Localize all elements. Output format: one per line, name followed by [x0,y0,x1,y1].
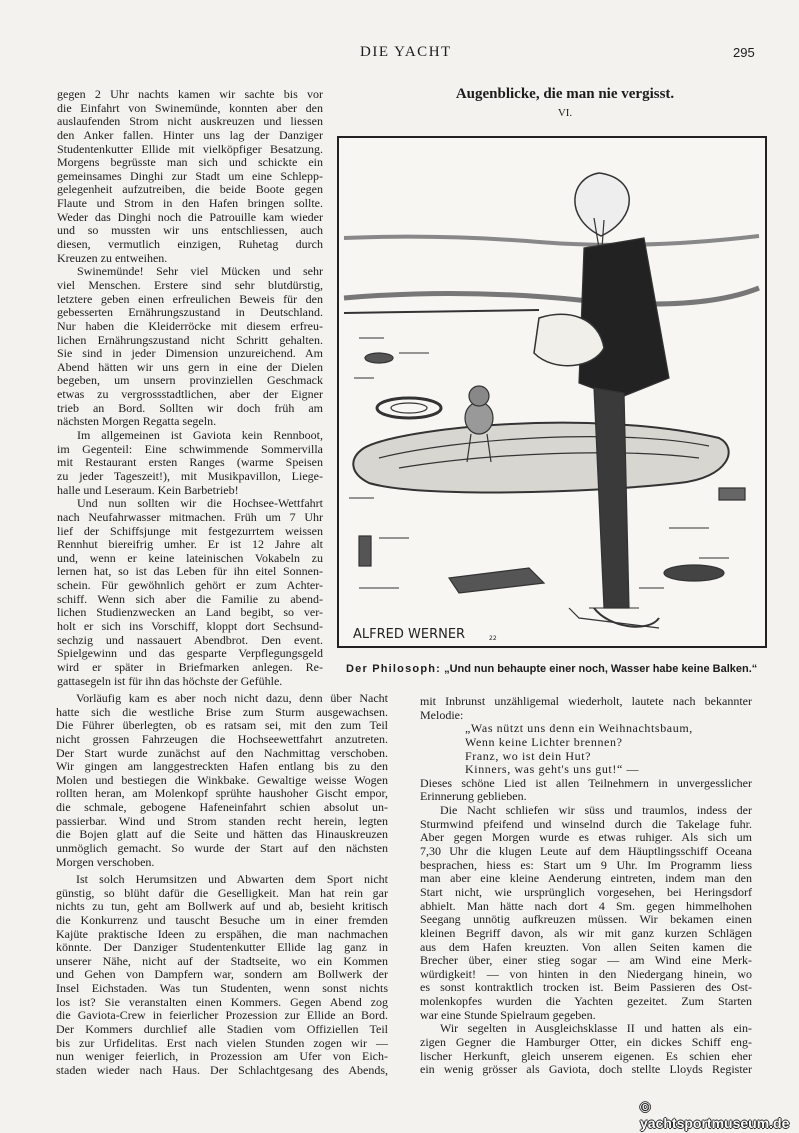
text-line: Sie sind in jeder Dimension unzureichend. Am [57,346,323,361]
text-line: abhielt. Man hätte nach dort 4 Sm. gegen himmelhohen [420,898,752,913]
text-line: nächsten Morgen Regatta segeln. [57,414,217,429]
text-line: im Gegenteil: Eine schwimmende Sommervilla [57,441,323,456]
verse-line: „Was nützt uns denn ein Weihnachtsbaum, [465,721,693,736]
text-line: holt er sich ins Vorschiff, kloppt dort Sechsund- [57,618,323,633]
text-line: nach Neufahrwasser mitmachen. Früh um 7 Uhr [57,509,323,524]
text-line: wird er später in Briefmarken anlegen. Re- [57,659,323,674]
text-line: Swinemünde! Sehr viel Mücken und sehr [77,264,323,279]
text-line: die Einfahrt von Swinemünde, konnten aber den [57,100,323,115]
artist-signature-year: 22 [489,635,497,642]
text-line: Und nun sollten wir die Hochsee-Wettfahrt [77,496,323,511]
text-line: Studentenkutter Ellide mit vielköpfiger Besatzung. [57,141,323,156]
text-line: Spielgewinn und das gesparte Verpflegungsgeld [57,646,323,661]
text-line: mit Inbrunst unzähligemal wiederholt, lautete nach bekannter [420,694,752,708]
text-line: Kreuzen zu entweihen. [57,250,168,265]
text-line: war eine Stunde Spielraum gegeben. [420,1007,596,1022]
text-line: diesen, vermutlich einzigen, Ruhetag durch [57,237,323,252]
text-line: und, wenn er keine lateinischen Vokabeln zu [57,550,323,565]
verse-line: Wenn keine Lichter brennen? [465,734,623,749]
text-line: gemeinsames Dinghi zur Stadt um eine Schlepp- [57,168,323,183]
text-line: Kajüte praktische Ideen zu erspähen, die man nachmachen [56,926,388,941]
article-title: Augenblicke, die man nie vergisst. [455,86,675,102]
text-line: Brecher über, einer stieg sogar — am Wind eine Merk- [420,953,752,968]
text-line: Aber gegen Morgen wurde es etwas ruhiger. Als sich um [420,830,752,845]
verse-line: Kinners, was geht's uns gut!“ — [465,762,640,777]
text-line: unmöglich gemacht. So wurde der Start auf den nächsten [56,841,388,856]
text-line: halle und Leseraum. Kein Barbetrieb! [57,482,239,497]
text-line: die Konkurrenz und tauscht Besuche um in einer fremden [56,912,388,927]
text-line: Wir gingen am langgestreckten Hafen entlang bis zu den [56,759,388,774]
text-line: viel Menschen. Erstere sind sehr blutdürstig, [57,277,323,292]
text-line: schiff. Wenn sich aber die Familie zu abend- [57,591,323,606]
text-line: Seegang unnötig aufkreuzen müssen. Wir bekamen einen [420,912,752,927]
artist-signature: ALFRED WERNER [353,627,466,642]
text-line: auslaufenden Strom nicht auskreuzen und liessen [57,114,323,129]
text-line: besprachen, hiess es: Start um 9 Uhr. Im Programm liess [420,857,752,872]
text-line: Ist solch Herumsitzen und Abwarten dem Sport nicht [76,872,388,886]
text-line: Die Nacht schliefen wir süss und traumlos, indess der [440,803,752,818]
text-line: etwas zu vergrossstadtlichen, aber der Eigner [57,387,323,402]
text-line: Der Start wurde zunächst auf den Nachmittag verschoben. [56,745,388,760]
text-line: Molen und bestiegen die Winkbake. Gewaltige weisse Wogen [56,772,388,787]
text-line: nichts zu tun, geht am Bollwerk auf und ab, besieht kritisch [56,899,388,914]
text-line: schein. Für gewöhnlich gehört er zum Achter- [57,578,323,593]
text-line: hatte sich die westliche Brise zum Sturm ausgewachsen. [56,704,388,719]
text-line: und so mussten wir uns entschliessen, auch [57,223,323,238]
text-line: trieb an Bord. Sollten wir doch früh am [57,400,323,415]
text-line: zigen Gegner die Hamburger Otter, ein dickes Schiff eng- [420,1035,752,1050]
caption-speaker: Der Philosoph: [346,663,442,675]
article-part: VI. [557,107,573,119]
text-line: mit Restaurant ersten Ranges (warme Speisen [57,455,323,470]
text-line: Die Führer überlegten, ob es ratsam sei, mit den zum Teil [56,718,388,733]
cartoon-drawing [339,138,765,646]
text-line: Sturmwind pfeifend und winselnd durch die Takelage fuhr. [420,816,752,831]
text-line: bis zur Urfidelitas. Erst nach vielen Stunden zogen wir — [56,1035,388,1050]
left-column-wide-2 [56,873,388,1078]
running-head: DIE YACHT [360,44,452,60]
left-column-wide-1 [56,692,388,869]
text-line: lichen Ernährungszustand nicht Schritt gehalten. [57,332,323,347]
text-line: lernen hat, so ist das Leben für ihn eitel Sonnen- [57,564,323,579]
page-number: 295 [733,45,755,60]
text-line: Morgens begrüsste man sich und schickte ein [57,155,323,170]
text-line: begeben, um unsern provinziellen Geschmack [57,373,323,388]
text-line: Melodie: [420,707,464,722]
right-column [420,695,752,1077]
text-line: gebesserten Ernährungszustand in Deutschland. [57,305,323,320]
text-line: staden wieder nach Haus. Der Schlachtgesang des Abends, [56,1062,388,1077]
text-line: es sonst kontraktlich trocken ist. Beim Passieren des Ost- [420,980,752,995]
text-line: Start nicht, wie ursprünglich vorgesehen, bei Heringsdorf [420,884,752,899]
text-line: los ist? Sie veranstalten einen Kommers. Gegen Abend zog [56,994,388,1009]
text-line: Nur haben die Kleiderröcke mit diesem erfreu- [57,318,323,333]
text-line: kleinen Begriff davon, als wir mit ganz kurzen Schlägen [420,925,752,940]
text-line: Vorläufig kam es aber noch nicht dazu, denn über Nacht [76,691,388,705]
cartoon-illustration [337,136,767,648]
text-line: den Anker fallen. Hinter uns lag der Danziger [57,127,323,142]
text-line: lischer Herkunft, gleich unserem eigenen. Es schien eher [420,1048,752,1063]
verse-line: Franz, wo ist dein Hut? [465,748,592,763]
illustration-caption [346,663,758,676]
text-line: könnte. Der Danziger Studentenkutter Ellide lag ganz in [56,940,388,955]
text-line: unserer Nähe, nicht auf der Stadtseite, wo ein Kommen [56,953,388,968]
text-line: Abend hätten wir uns gern in eine der Dielen [57,359,323,374]
text-line: Morgen verschoben. [56,854,155,869]
text-line: Erinnerung geblieben. [420,789,527,804]
text-line: die schmale, gebogene Hafeneinfahrt schien absolut un- [56,800,388,815]
text-line: nun weniger feierlich, in Prozession am Ufer von Eich- [56,1049,388,1064]
text-line: lichen Studienzwecken an Land begibt, so ver- [57,605,323,620]
text-line: gattasegeln ist für ihn das höchste der Gefühle. [57,673,283,688]
text-line: aus dem Hafen kreuzten. Von allen Seiten kamen die [420,939,752,954]
text-line: gegen 2 Uhr nachts kamen wir sachte bis vor [57,87,323,101]
text-line: Der Kommers durchlief alle Stadien vom Offiziellen Teil [56,1022,388,1037]
caption-quote: „Und nun behaupte einer noch, Wasser habe keine Balken.“ [444,663,758,675]
text-line: die Bojen glatt auf die Seite und hätten das Hinauskreuzen [56,827,388,842]
text-line: zu jeder Tageszeit!), mit Musikpavillon, Liege- [57,468,323,483]
text-line: letztere geben einen erfreulichen Beweis für den [57,291,323,306]
text-line: würdigkeit! — von hinten in den Niedergang hinein, wo [420,966,752,981]
text-line: sechzig und nassauert Abendbrot. Den event. [57,632,323,647]
text-line: ein wenig grösser als Gaviota, doch stellte Lloyds Register [420,1062,752,1077]
text-line: günstig, so blüht dafür die Geselligkeit. Man hat rein gar [56,885,388,900]
text-line: man aber eine kleine Aenderung eintreten, indem man den [420,871,752,886]
text-line: Dieses schöne Lied ist allen Teilnehmern in unvergesslicher [420,775,752,790]
text-line: Insel Eichstaden. Was tun Studenten, wenn sonst nichts [56,981,388,996]
copyright-watermark: © yachtsportmuseum.de [640,1099,790,1131]
text-line: Rennhut biereifrig umher. Er ist 12 Jahre alt [57,537,323,552]
text-line: Weder das Dinghi noch die Patrouille kam wieder [57,209,323,224]
text-line: Wir segelten in Ausgleichsklasse II und hatten als ein- [440,1021,752,1036]
text-line: gelegenheit aufzutreiben, die beide Boote gegen [57,182,323,197]
text-line: die Gaviota-Crew in feierlicher Prozession zur Ellide an Bord. [56,1008,388,1023]
text-line: und Gehen von Dampfern war, sondern am Bollwerk der [56,967,388,982]
text-line: rollten heran, am Molenkopf sprühte haushoher Gischt empor, [56,786,388,801]
text-line: nicht grossen Fahrzeugen die Hochseewettfahrt anzutreten. [56,731,388,746]
text-line: Im allgemeinen ist Gaviota kein Rennboot, [77,428,323,443]
text-line: 7,30 Uhr die klugen Leute auf dem Häuptlingsschiff Oceana [420,844,752,859]
left-column-narrow [57,88,323,688]
text-line: passierbar. Wind und Strom standen recht herein, legten [56,813,388,828]
text-line: lief der Schiffsjunge mit festgezurrtem weissen [57,523,323,538]
text-line: Flaute und Strom in den Hafen bringen sollte. [57,196,323,211]
text-line: molenkopfes wurden die Yachten gezeitet. Zum Starten [420,994,752,1009]
